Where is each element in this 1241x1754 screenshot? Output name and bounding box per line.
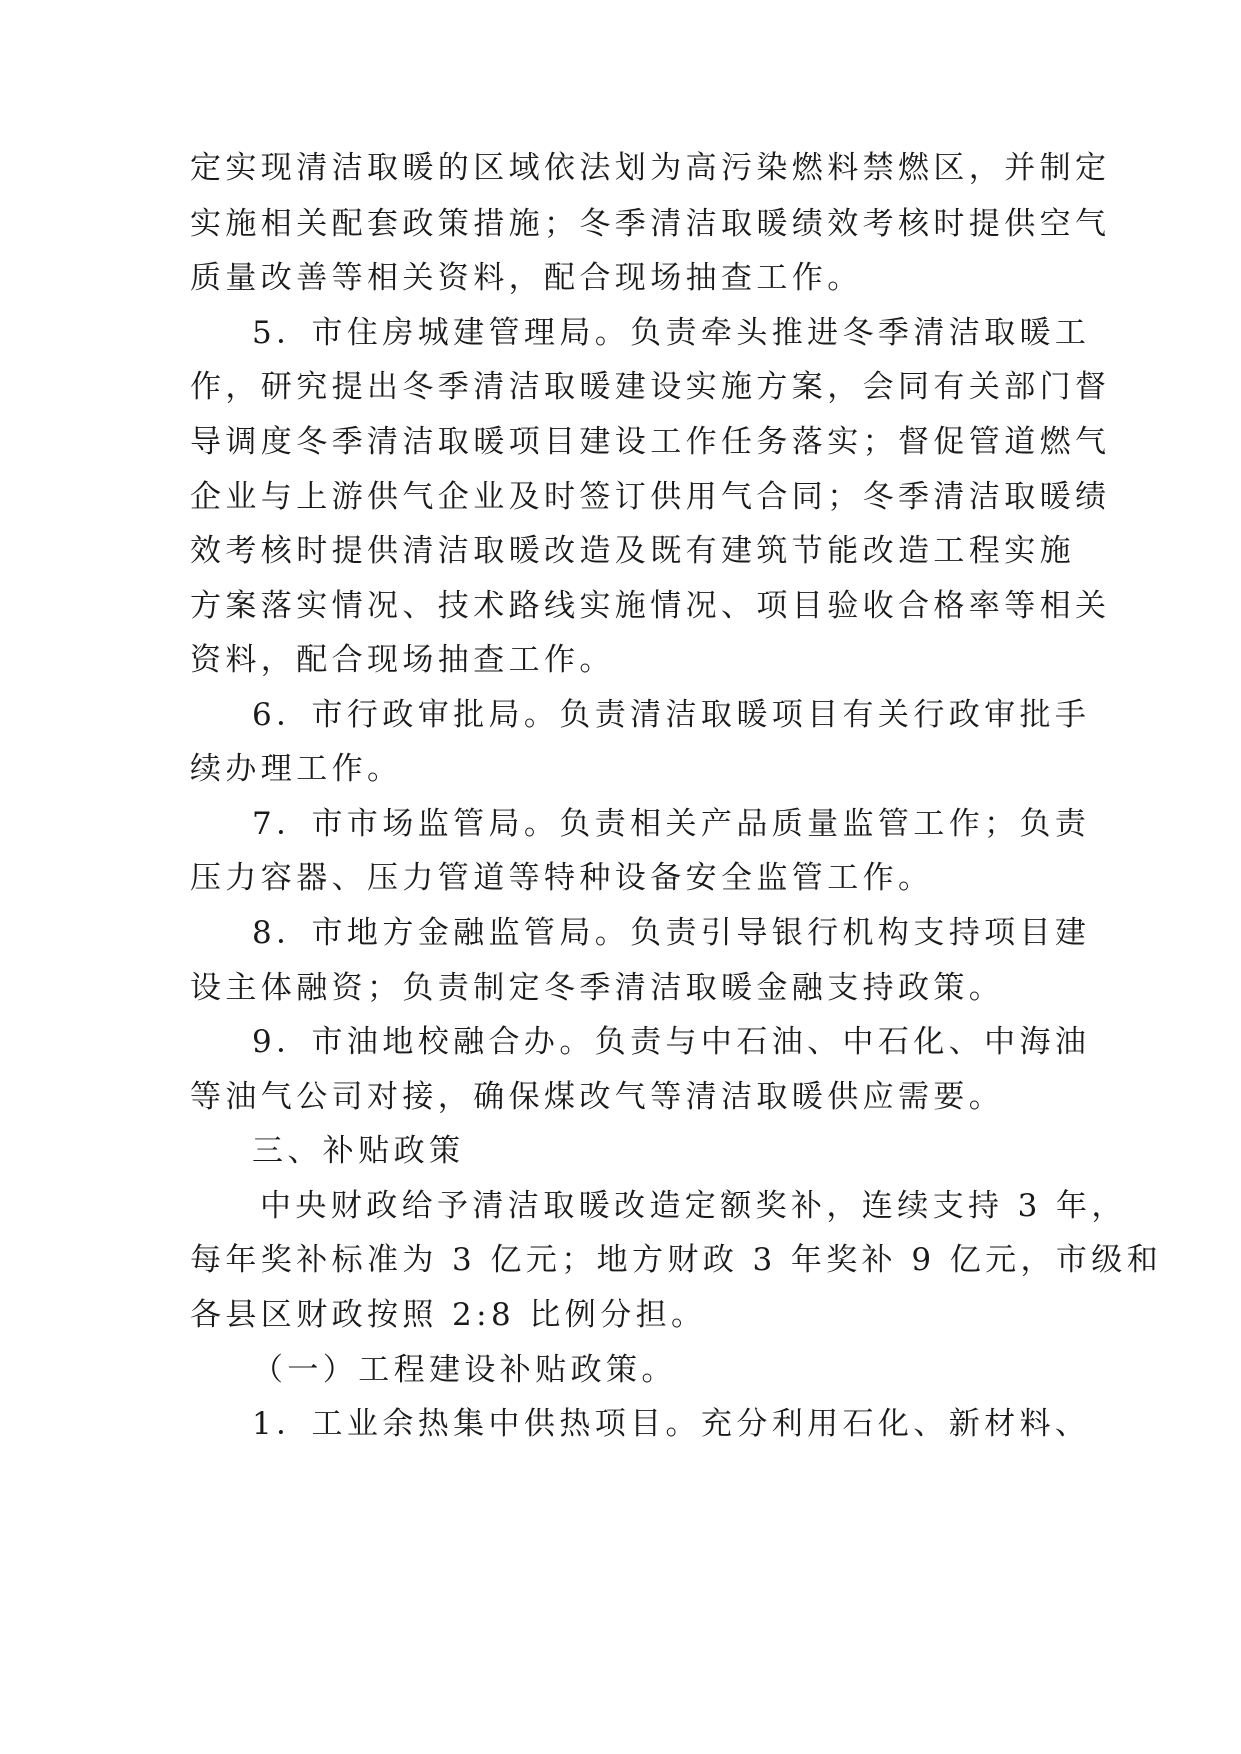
text-line: 每年奖补标准为 3 亿元；地方财政 3 年奖补 9 亿元，市级和 [190,1242,1163,1278]
text-line: 各县区财政按照 2:8 比例分担。 [190,1297,707,1333]
section-heading: 三、补贴政策 [252,1133,465,1169]
text-line: 作，研究提出冬季清洁取暖建设实施方案，会同有关部门督 [190,369,1111,405]
text-line: 1．工业余热集中供热项目。充分利用石化、新材料、 [252,1406,1091,1442]
text-line: 中央财政给予清洁取暖改造定额奖补，连续支持 3 年， [260,1188,1127,1224]
text-line: 9．市油地校融合办。负责与中石油、中石化、中海油 [252,1024,1091,1060]
text-line: 等油气公司对接，确保煤改气等清洁取暖供应需要。 [190,1079,1005,1115]
subsection-heading: （一）工程建设补贴政策。 [252,1352,677,1388]
text-line: 效考核时提供清洁取暖改造及既有建筑节能改造工程实施 [190,533,1075,569]
text-line: 6．市行政审批局。负责清洁取暖项目有关行政审批手 [252,697,1091,733]
text-line: 设主体融资；负责制定冬季清洁取暖金融支持政策。 [190,970,1005,1006]
text-line: 企业与上游供气企业及时签订供用气合同；冬季清洁取暖绩 [190,479,1111,515]
text-line: 导调度冬季清洁取暖项目建设工作任务落实；督促管道燃气 [190,424,1111,460]
text-line: 5．市住房城建管理局。负责牵头推进冬季清洁取暖工 [252,315,1091,351]
text-line: 7．市市场监管局。负责相关产品质量监管工作；负责 [252,806,1091,842]
text-line: 质量改善等相关资料，配合现场抽查工作。 [190,260,863,296]
text-line: 压力容器、压力管道等特种设备安全监管工作。 [190,860,934,896]
text-line: 方案落实情况、技术路线实施情况、项目验收合格率等相关 [190,588,1111,624]
text-line: 定实现清洁取暖的区域依法划为高污染燃料禁燃区，并制定 [190,150,1111,186]
text-line: 续办理工作。 [190,751,403,787]
text-line: 实施相关配套政策措施；冬季清洁取暖绩效考核时提供空气 [190,206,1111,242]
text-line: 8．市地方金融监管局。负责引导银行机构支持项目建 [252,915,1091,951]
text-line: 资料，配合现场抽查工作。 [190,642,615,678]
